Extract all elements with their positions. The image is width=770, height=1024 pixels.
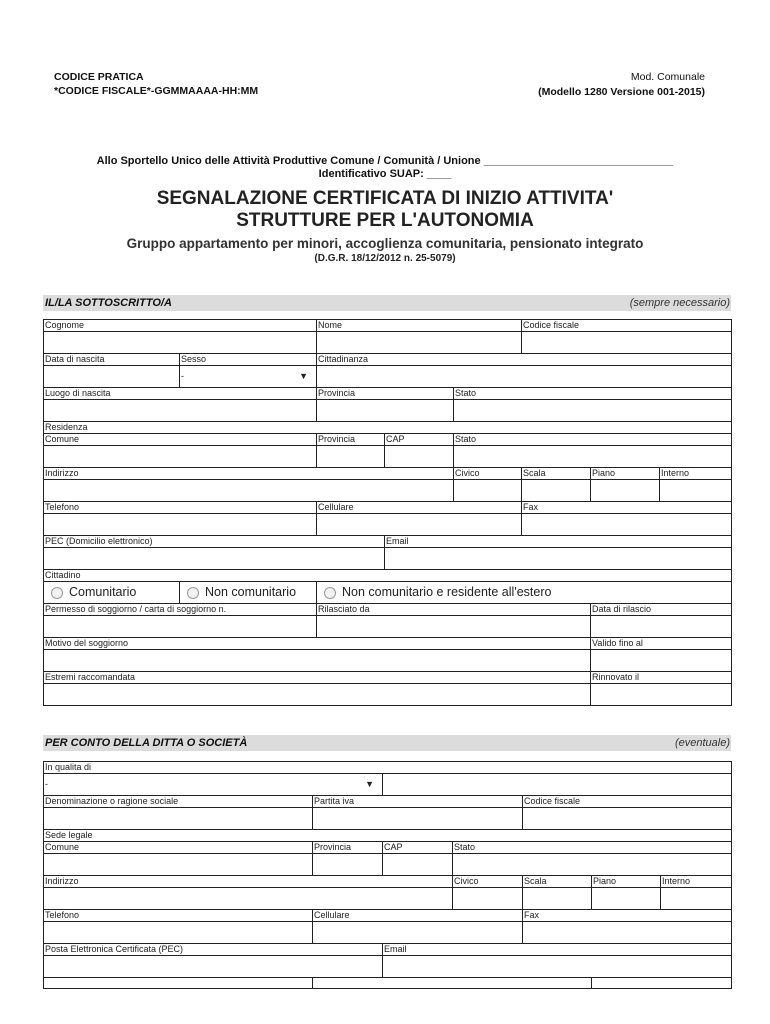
sottoscritto-form [43, 319, 732, 706]
chevron-down-icon: ▼ [365, 779, 374, 789]
section-sottoscritto-header [43, 295, 731, 311]
indirizzo-ditta-field[interactable] [44, 888, 453, 910]
piano-ditta-field[interactable] [592, 888, 661, 910]
indirizzo-ditta-label: Indirizzo [44, 876, 453, 888]
radio-comunitario-label: Comunitario [69, 585, 137, 600]
partita-iva-label: Partita iva [313, 796, 523, 808]
sesso-value: - [181, 371, 184, 381]
fax-label: Fax [522, 502, 732, 514]
provincia-field[interactable] [317, 400, 454, 422]
stato-ditta-label: Stato [453, 842, 732, 854]
comune-field[interactable] [44, 446, 317, 468]
comune-label: Comune [44, 434, 317, 446]
email-ditta-label: Email [383, 944, 732, 956]
luogo-nascita-label: Luogo di nascita [44, 388, 317, 400]
cittadinanza-label: Cittadinanza [317, 354, 732, 366]
provincia-res-field[interactable] [317, 446, 385, 468]
pec-label: PEC (Domicilio elettronico) [44, 536, 385, 548]
section-title: PER CONTO DELLA DITTA O SOCIETÀ [45, 737, 248, 749]
email-ditta-field[interactable] [383, 956, 732, 978]
scala-ditta-label: Scala [523, 876, 592, 888]
codice-pratica: CODICE PRATICA [54, 71, 144, 83]
fax-field[interactable] [522, 514, 732, 536]
radio-estero-label: Non comunitario e residente all'estero [342, 585, 552, 600]
codice-fiscale-code: *CODICE FISCALE*-GGMMAAAA-HH:MM [54, 85, 259, 97]
stato-res-field[interactable] [454, 446, 732, 468]
pec-ditta-field[interactable] [44, 956, 383, 978]
addressee-line: Allo Sportello Unico delle Attività Produttive Comune / Comunità / Unione _______________________________ [96, 155, 674, 167]
extra-field-3[interactable] [592, 978, 732, 989]
comune-ditta-field[interactable] [44, 854, 313, 876]
interno-label: Interno [660, 468, 732, 480]
radio-non-comunitario-label: Non comunitario [205, 585, 297, 600]
ditta-form [43, 761, 732, 989]
nome-label: Nome [317, 320, 522, 332]
data-rilascio-field[interactable] [591, 616, 732, 638]
partita-iva-field[interactable] [313, 808, 523, 830]
stato-ditta-field[interactable] [453, 854, 732, 876]
extra-field-2[interactable] [313, 978, 592, 989]
data-nascita-field[interactable] [44, 366, 180, 388]
interno-ditta-field[interactable] [661, 888, 732, 910]
stato-label: Stato [454, 388, 732, 400]
email-label: Email [385, 536, 732, 548]
cap-label: CAP [385, 434, 454, 446]
provincia-ditta-label: Provincia [313, 842, 383, 854]
denominazione-label: Denominazione o ragione sociale [44, 796, 313, 808]
cittadino-label: Cittadino [44, 570, 732, 582]
cellulare-field[interactable] [317, 514, 522, 536]
piano-label: Piano [591, 468, 660, 480]
document-subtitle: Gruppo appartamento per minori, accoglienza comunitaria, pensionato integrato [126, 236, 644, 251]
cittadinanza-field[interactable] [317, 366, 732, 388]
comune-ditta-label: Comune [44, 842, 313, 854]
civico-ditta-field[interactable] [453, 888, 523, 910]
section-note: (eventuale) [674, 737, 730, 749]
modello-version: (Modello 1280 Versione 001-2015) [538, 86, 705, 98]
civico-field[interactable] [454, 480, 522, 502]
cellulare-label: Cellulare [317, 502, 522, 514]
civico-label: Civico [454, 468, 522, 480]
rinnovato-label: Rinnovato il [591, 672, 732, 684]
stato-res-label: Stato [454, 434, 732, 446]
sesso-label: Sesso [180, 354, 317, 366]
fax-ditta-label: Fax [523, 910, 732, 922]
codice-fiscale-ditta-field[interactable] [523, 808, 732, 830]
provincia-res-label: Provincia [317, 434, 385, 446]
piano-field[interactable] [591, 480, 660, 502]
in-qualita-extra [383, 774, 732, 796]
estremi-field[interactable] [44, 684, 591, 706]
estremi-label: Estremi raccomandata [44, 672, 591, 684]
denominazione-field[interactable] [44, 808, 313, 830]
codice-fiscale-field[interactable] [522, 332, 732, 354]
sede-legale-label: Sede legale [44, 830, 732, 842]
piano-ditta-label: Piano [592, 876, 661, 888]
radio-non-comunitario[interactable] [180, 582, 317, 604]
document-title-2: STRUTTURE PER L'AUTONOMIA [236, 210, 534, 231]
section-note: (sempre necessario) [629, 297, 730, 309]
provincia-ditta-field[interactable] [313, 854, 383, 876]
interno-field[interactable] [660, 480, 732, 502]
scala-label: Scala [522, 468, 591, 480]
cellulare-ditta-label: Cellulare [313, 910, 523, 922]
cap-field[interactable] [385, 446, 454, 468]
sesso-select[interactable] [180, 366, 317, 388]
rinnovato-field[interactable] [591, 684, 732, 706]
provincia-label: Provincia [317, 388, 454, 400]
pec-ditta-label: Posta Elettronica Certificata (PEC) [44, 944, 383, 956]
cap-ditta-label: CAP [383, 842, 453, 854]
valido-fino-field[interactable] [591, 650, 732, 672]
motivo-label: Motivo del soggiorno [44, 638, 591, 650]
data-rilascio-label: Data di rilascio [591, 604, 732, 616]
interno-ditta-label: Interno [661, 876, 732, 888]
civico-ditta-label: Civico [453, 876, 523, 888]
chevron-down-icon: ▼ [299, 371, 308, 381]
telefono-ditta-field[interactable] [44, 922, 313, 944]
in-qualita-label: In qualita di [44, 762, 732, 774]
nome-field[interactable] [317, 332, 522, 354]
residenza-label: Residenza [44, 422, 732, 434]
radio-circle-icon[interactable] [51, 587, 63, 599]
radio-circle-icon[interactable] [324, 587, 336, 599]
suap-identifier: Identificativo SUAP: ____ [318, 168, 452, 180]
codice-fiscale-ditta-label: Codice fiscale [523, 796, 732, 808]
luogo-nascita-field[interactable] [44, 400, 317, 422]
telefono-ditta-label: Telefono [44, 910, 313, 922]
radio-circle-icon[interactable] [187, 587, 199, 599]
indirizzo-label: Indirizzo [44, 468, 454, 480]
radio-estero[interactable] [317, 582, 732, 604]
section-title: IL/LA SOTTOSCRITTO/A [45, 297, 172, 309]
email-field[interactable] [385, 548, 732, 570]
legal-reference: (D.G.R. 18/12/2012 n. 25-5079) [314, 253, 456, 264]
cognome-label: Cognome [44, 320, 317, 332]
telefono-label: Telefono [44, 502, 317, 514]
stato-field[interactable] [454, 400, 732, 422]
permesso-label: Permesso di soggiorno / carta di soggiorno n. [44, 604, 317, 616]
rilasciato-da-label: Rilasciato da [317, 604, 591, 616]
rilasciato-da-field[interactable] [317, 616, 591, 638]
pec-field[interactable] [44, 548, 385, 570]
indirizzo-field[interactable] [44, 480, 454, 502]
telefono-field[interactable] [44, 514, 317, 536]
permesso-field[interactable] [44, 616, 317, 638]
document-title: SEGNALAZIONE CERTIFICATA DI INIZIO ATTIVITA' [156, 188, 614, 209]
extra-field-1[interactable] [44, 978, 313, 989]
valido-fino-label: Valido fino al [591, 638, 732, 650]
cellulare-ditta-field[interactable] [313, 922, 523, 944]
in-qualita-value: - [45, 779, 48, 789]
in-qualita-select[interactable] [44, 774, 383, 796]
scala-field[interactable] [522, 480, 591, 502]
section-ditta-header [43, 735, 731, 751]
scala-ditta-field[interactable] [523, 888, 592, 910]
cognome-field[interactable] [44, 332, 317, 354]
fax-ditta-field[interactable] [523, 922, 732, 944]
cap-ditta-field[interactable] [383, 854, 453, 876]
data-nascita-label: Data di nascita [44, 354, 180, 366]
radio-comunitario[interactable] [44, 582, 180, 604]
mod-comunale: Mod. Comunale [630, 71, 705, 83]
codice-fiscale-label: Codice fiscale [522, 320, 732, 332]
motivo-field[interactable] [44, 650, 591, 672]
